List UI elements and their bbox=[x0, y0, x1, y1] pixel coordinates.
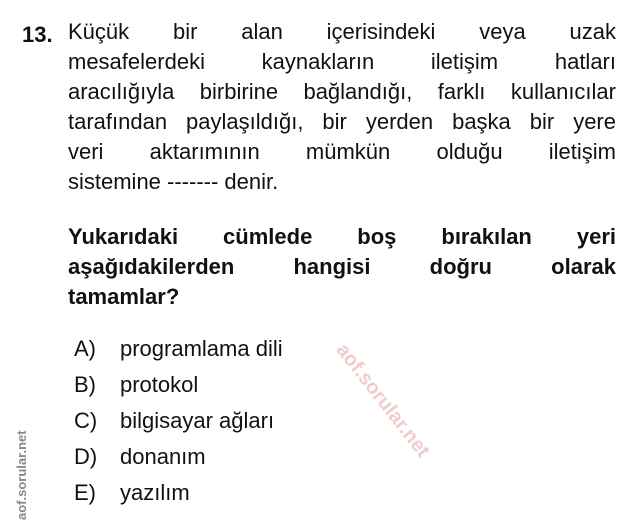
stem-line: sistemine ------- denir. bbox=[68, 169, 279, 194]
option-text: donanım bbox=[120, 444, 206, 469]
watermark-diagonal: aof.sorular.net bbox=[331, 339, 434, 462]
option-e[interactable] bbox=[74, 475, 283, 511]
watermark-side: aof.sorular.net bbox=[14, 430, 29, 520]
question-number: 13. bbox=[22, 22, 53, 47]
option-text: protokol bbox=[120, 372, 199, 397]
stem-line: Küçük bir alan içerisindeki veya uzak bbox=[68, 19, 616, 44]
prompt-line: tamamlar? bbox=[68, 284, 180, 309]
stem-line: mesafelerdeki kaynakların iletişim hatları bbox=[68, 49, 616, 74]
option-letter: C) bbox=[74, 408, 98, 433]
option-letter: D) bbox=[74, 444, 98, 469]
stem-line: veri aktarımının mümkün olduğu iletişim bbox=[68, 139, 616, 164]
option-text: yazılım bbox=[120, 480, 190, 505]
option-a[interactable] bbox=[74, 331, 283, 367]
prompt-line: Yukarıdaki cümlede boş bırakılan yeri bbox=[68, 224, 616, 249]
answer-options bbox=[74, 331, 283, 511]
option-text: bilgisayar ağları bbox=[120, 408, 275, 433]
question-stem bbox=[68, 17, 616, 197]
option-letter: A) bbox=[74, 336, 96, 361]
question-prompt bbox=[68, 222, 616, 312]
option-d[interactable] bbox=[74, 439, 283, 475]
prompt-line: aşağıdakilerden hangisi doğru olarak bbox=[68, 254, 616, 279]
option-b[interactable] bbox=[74, 367, 283, 403]
option-letter: E) bbox=[74, 480, 96, 505]
stem-line: tarafından paylaşıldığı, bir yerden başka bir yere bbox=[68, 109, 616, 134]
stem-line: aracılığıyla birbirine bağlandığı, farklı kullanıcılar bbox=[68, 79, 616, 104]
option-letter: B) bbox=[74, 372, 96, 397]
option-text: programlama dili bbox=[120, 336, 283, 361]
option-c[interactable] bbox=[74, 403, 283, 439]
